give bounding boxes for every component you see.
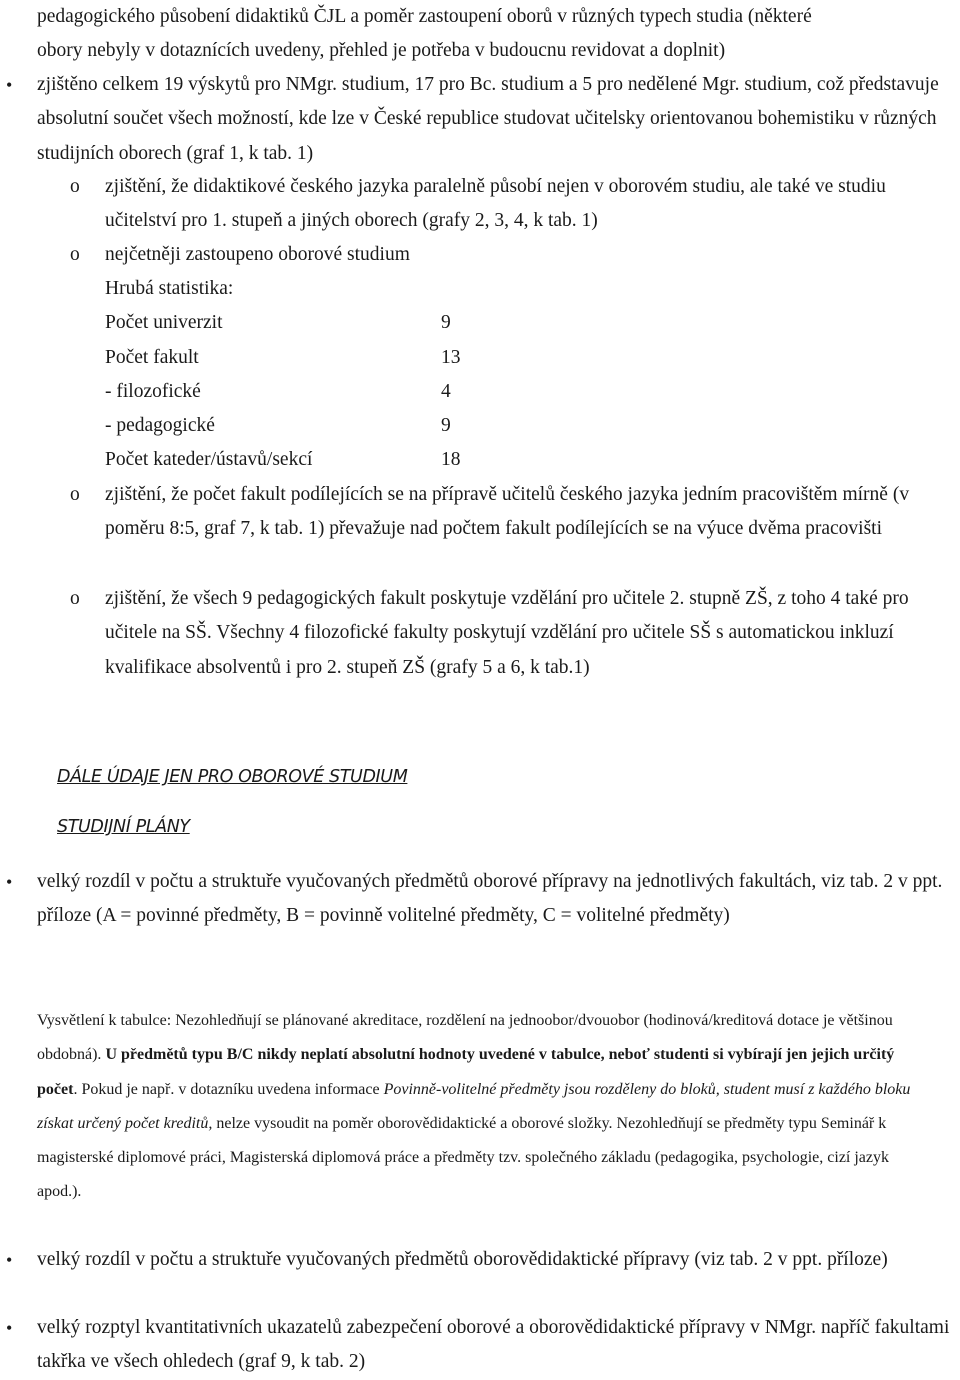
bullet-text: velký rozptyl kvantitativních ukazatelů zabezpečení oborové a oborovědidaktické přípravy v NMgr. napříč fakultami takřka ve všech ohledech (graf 9, k tab. 2) <box>37 1317 950 1373</box>
sub-marker: o <box>70 588 80 609</box>
stats-value: 4 <box>441 380 451 402</box>
stats-label: Počet univerzit <box>105 312 223 334</box>
intro-line-2: obory nebyly v dotaznících uvedeny, přehled je potřeba v budoucnu revidovat a doplnit) <box>37 40 726 62</box>
sub-item-text: nejčetněji zastoupeno oborové studium <box>105 244 410 265</box>
stats-label: - filozofické <box>105 380 201 402</box>
sub-item-4 <box>0 582 960 685</box>
bullet-marker: • <box>6 1250 13 1270</box>
section-heading: DÁLE ÚDAJE JEN PRO OBOROVÉ STUDIUM <box>57 767 408 787</box>
bullet-text: zjištěno celkem 19 výskytů pro NMgr. studium, 17 pro Bc. studium a 5 pro nedělené Mgr. studium, což představuje absolutní součet všech možností, kde lze v České republice studovat učitelsky orientovanou bohemistiku v různých studijních oborech (graf 1, k tab. 1) <box>37 74 939 164</box>
bullet-marker: • <box>6 872 13 892</box>
note-italic-text: Povinně-volitelné předměty jsou rozděleny do bloků, student musí z každého bloku získat určený počet kreditů, <box>37 1080 911 1132</box>
bullet-item-2 <box>0 865 960 934</box>
intro-line-1: pedagogického působení didaktiků ČJL a poměr zastoupení oborů v různých typech studia (některé <box>37 6 812 27</box>
raw-statistics <box>0 272 960 478</box>
bullet-marker: • <box>6 75 13 95</box>
stats-value: 18 <box>441 449 461 471</box>
sub-marker: o <box>70 484 80 505</box>
note-bold-text: U předmětů typu B/C nikdy neplatí absolutní hodnoty uvedené v tabulce, neboť studenti si vybírají jen jejich určitý počet <box>37 1046 895 1098</box>
note-text: Vysvětlení k tabulce: Nezohledňují se plánované akreditace, rozdělení na jednoobor/dvouobor (hodinová/kreditová dotace je většinou obdobná). <box>37 1012 893 1064</box>
stats-label: - pedagogické <box>105 415 215 437</box>
table-explanation-note <box>0 1004 960 1210</box>
bullet-item-4 <box>0 1311 960 1380</box>
stats-row <box>105 341 960 375</box>
stats-row <box>105 306 960 340</box>
stats-row <box>105 409 960 443</box>
sub-item-text: zjištění, že počet fakult podílejících se na přípravě učitelů českého jazyka jedním pracovištěm mírně (v poměru 8:5, graf 7, k tab. 1) převažuje nad počtem fakult podílejících se na výuce dvěma pracovišti <box>105 484 910 540</box>
stats-row <box>105 443 960 477</box>
bullet-item-1 <box>0 68 960 171</box>
stats-row <box>105 375 960 409</box>
stats-label: Počet kateder/ústavů/sekcí <box>105 449 313 471</box>
bullet-marker: • <box>6 1318 13 1338</box>
stats-title: Hrubá statistika: <box>105 278 234 299</box>
bullet-text: velký rozdíl v počtu a struktuře vyučovaných předmětů oborovědidaktické přípravy (viz tab. 2 v ppt. příloze) <box>37 1249 888 1270</box>
stats-value: 13 <box>441 346 461 368</box>
stats-value: 9 <box>441 415 451 437</box>
sub-item-2 <box>0 238 960 272</box>
sub-item-1 <box>0 170 960 239</box>
bullet-item-3 <box>0 1243 960 1277</box>
subsection-heading: STUDIJNÍ PLÁNY <box>57 817 190 837</box>
bullet-text: velký rozdíl v počtu a struktuře vyučovaných předmětů oborové přípravy na jednotlivých fakultách, viz tab. 2 v ppt. příloze (A = povinné předměty, B = povinně volitelné předměty, C = volitelné předměty) <box>37 871 943 927</box>
sub-marker: o <box>70 244 80 265</box>
note-text: . Pokud je např. v dotazníku uvedena informace <box>73 1080 384 1098</box>
sub-item-3 <box>0 478 960 547</box>
sub-marker: o <box>70 176 80 197</box>
stats-value: 9 <box>441 312 451 334</box>
stats-label: Počet fakult <box>105 346 199 368</box>
intro-paragraph <box>0 0 960 69</box>
sub-item-text: zjištění, že všech 9 pedagogických fakult poskytuje vzdělání pro učitele 2. stupně ZŠ, z toho 4 také pro učitele na SŠ. Všechny 4 filozofické fakulty poskytují vzdělání pro učitele SŠ s automatickou inkluzí kvalifikace absolventů i pro 2. stupeň ZŠ (grafy 5 a 6, k tab.1) <box>105 588 909 678</box>
sub-item-text: zjištění, že didaktikové českého jazyka paralelně působí nejen v oborovém studiu, ale také ve studiu učitelství pro 1. stupeň a jiných oborech (grafy 2, 3, 4, k tab. 1) <box>105 176 886 232</box>
note-text: nelze vysoudit na poměr oborovědidaktické a oborové složky. Nezohledňují se předměty typu Seminář k magisterské diplomové práci, Magisterská diplomová práce a předměty tzv. společného základu (pedagogika, psychologie, cizí jazyk apod.). <box>37 1114 890 1201</box>
